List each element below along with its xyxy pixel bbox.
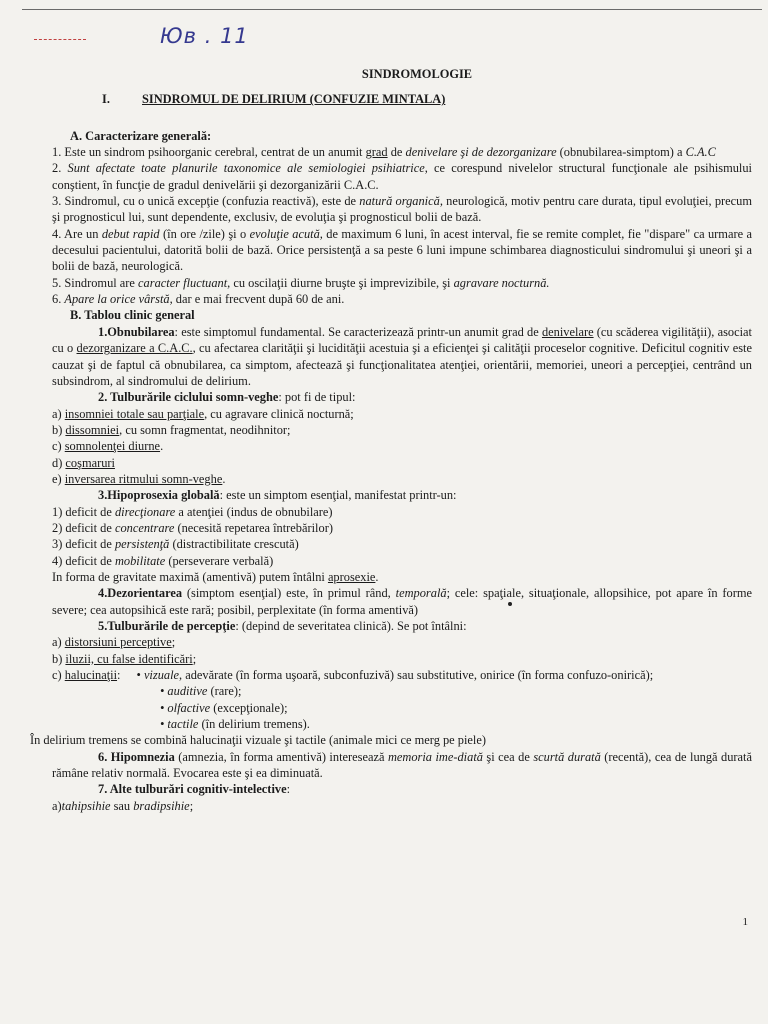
symptom-5-heading: 5.Tulburările de percepţie: (depind de severitatea clinică). Se pot întâlni: xyxy=(98,619,467,633)
section-b-heading: B. Tablou clinic general xyxy=(70,308,195,323)
paragraph-a4: 4. Are un debut rapid (în ore /zile) şi o evoluţie acută, de maximum 6 luni, în acest interval, fie se remite complet, fie "dispare" ca urmare a decesului pacientului, datorită bolii de bază. Orice persistenţă a sa peste 6 luni impune schimbarea diagnosticului sindromului şi uneori şi a bolii de bază, neurologică. xyxy=(52,226,752,274)
list-item: b) dissomniei, cu somn fragmentat, neodihnitor; xyxy=(52,422,291,437)
list-item: d) coşmaruri xyxy=(52,455,115,470)
list-item: 1) deficit de direcţionare a atenţiei (indus de obnubilare) xyxy=(52,504,333,519)
symptom-1: 1.Obnubilarea: este simptomul fundamental. Se caracterizează printr-un anumit grad de denivelare (cu scăderea vigilităţii), asociat cu o dezorganizare a C.A.C., cu afectarea clarităţii şi lucidităţii acestuia şi a eficienţei şi calităţii proceselor cognitive. Deficitul cognitiv este cauzat şi de faptul că obnubilarea, ca simptom, afectează şi funcţionalitatea atenţiei, orientării, memoriei, uneori a percepţiei, centrând un subsindrom, al sindromului de delirium. xyxy=(52,324,752,388)
list-item: b) iluzii, cu false identificări; xyxy=(52,651,197,666)
aprosexia-line: In forma de gravitate maximă (amentivă) putem întâlni aprosexie. xyxy=(52,569,379,584)
list-item: a) insomniei totale sau parţiale, cu agravare clinică nocturnă; xyxy=(52,406,354,421)
symptom-7-heading: 7. Alte tulburări cognitiv-intelective: xyxy=(98,782,291,797)
paragraph-a1: 1. Este un sindrom psihoorganic cerebral, centrat de un anumit grad de denivelare şi de dezorganizare (obnubilarea-simptom) a C.A.C xyxy=(52,145,716,160)
handwritten-note: Юв . 11 xyxy=(160,24,249,48)
chapter-heading: I. SINDROMUL DE DELIRIUM (CONFUZIE MINTALA) xyxy=(102,92,446,107)
symptom-6: 6. Hipomnezia (amnezia, în forma amentivă) interesează memoria ime-diată şi cea de scurtă durată (recentă), cea de lungă durată rămâne relativ normală. Evocarea este şi ea diminuată. xyxy=(52,749,752,781)
list-item: c) somnolenţei diurne. xyxy=(52,439,164,454)
symptom-3-heading: 3.Hipoprosexia globală: este un simptom esenţial, manifestat printr-un: xyxy=(98,488,457,503)
paragraph-a5: 5. Sindromul are caracter fluctuant, cu oscilaţii diurne bruşte şi imprevizibile, şi agravare nocturnă. xyxy=(52,275,550,290)
list-item: e) inversarea ritmului somn-veghe. xyxy=(52,471,226,486)
section-a-heading: A. Caracterizare generală: xyxy=(70,128,212,143)
list-item: 3) deficit de persistenţă (distractibilitate crescută) xyxy=(52,537,299,552)
hallucinations-item: c) halucinaţii: • vizuale, adevărate (în forma uşoară, subconfuzivă) sau substitutive, onirice (în forma confuzo-onirică); xyxy=(52,668,654,683)
list-item: a)tahipsihie sau bradipsihie; xyxy=(52,798,194,813)
paragraph-a6: 6. Apare la orice vârstă, dar e mai frecvent după 60 de ani. xyxy=(52,292,345,307)
symptom-4: 4.Dezorientarea (simptom esenţial) este, în primul rând, temporală; cele: spaţiale, situaţionale, allopsihice, pot apare în forme severe; cea autopsihică este rară; posibil, perplexitate (în forma amentivă) xyxy=(52,586,753,617)
top-rule xyxy=(22,9,762,10)
paragraph-a2: 2. Sunt afectate toate planurile taxonomice ale semiologiei psihiatrice, ce corespund nivelelor structural funcţionale ale psihismului conştient, în funcţie de gradul denivelării şi dezorganizării C.A.C. xyxy=(52,161,752,192)
list-item: a) distorsiuni perceptive; xyxy=(52,635,176,650)
red-mark xyxy=(34,39,86,42)
list-item: 2) deficit de concentrare (necesită repetarea întrebărilor) xyxy=(52,520,333,535)
list-item: 4) deficit de mobilitate (perseverare verbală) xyxy=(52,553,274,568)
bullet-item: • olfactive (excepţionale); xyxy=(160,700,288,715)
page-number: 1 xyxy=(742,916,748,928)
page-title: SINDROMOLOGIE xyxy=(361,67,473,81)
symptom-2-heading: 2. Tulburările ciclului somn-veghe: pot fi de tipul: xyxy=(98,390,356,405)
bullet-item: • auditive (rare); xyxy=(160,684,242,699)
scan-speck xyxy=(508,602,512,606)
delirium-tremens-note: În delirium tremens se combină halucinaţii vizuale şi tactile (animale mici ce merg pe piele) xyxy=(30,733,486,748)
bullet-item: • tactile (în delirium tremens). xyxy=(160,717,310,732)
paragraph-a3: 3. Sindromul, cu o unică excepţie (confuzia reactivă), este de natură organică, neurologică, motiv pentru care durata, tipul evoluţiei, precum şi prognosticul lui, sunt dependente, exclusiv, de evoluţia şi prognosticul bolii de bază. xyxy=(52,194,752,225)
document-body xyxy=(30,66,753,814)
